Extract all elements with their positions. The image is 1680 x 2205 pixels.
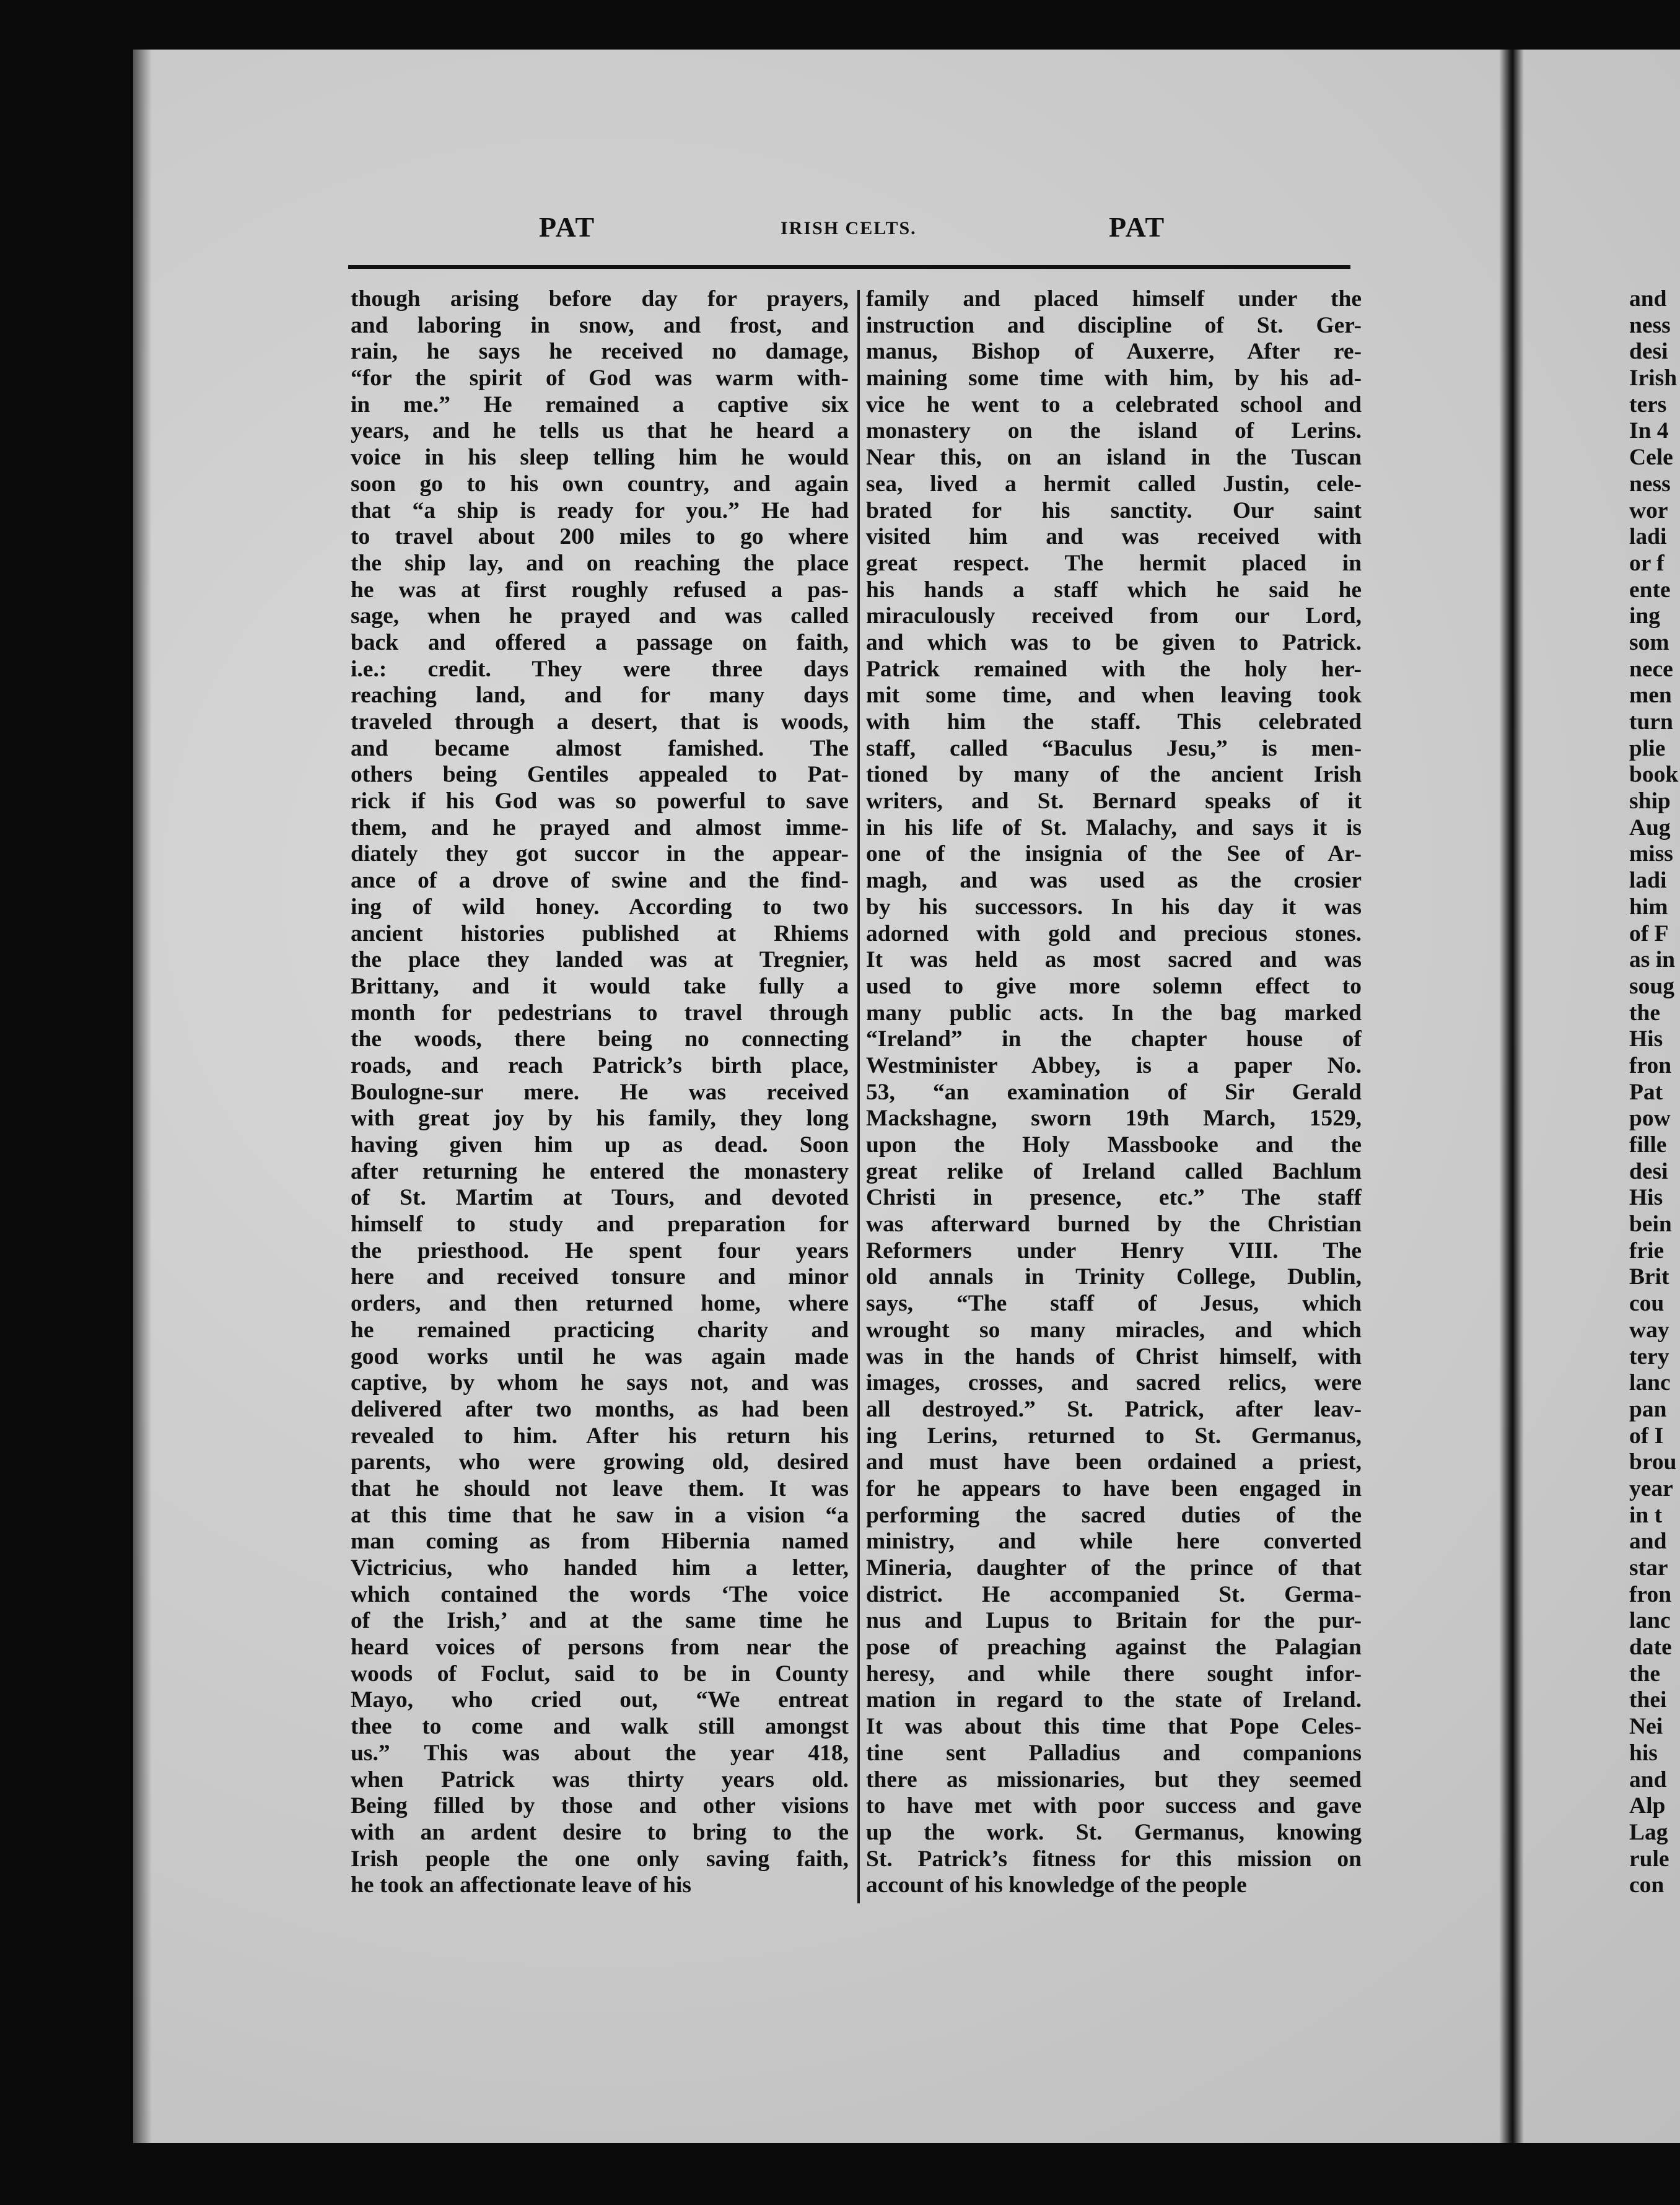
next-page-fragment: tery bbox=[1629, 1343, 1669, 1369]
text-line: says, “The staff of Jesus, which bbox=[866, 1291, 1362, 1317]
text-line: Mackshagne, sworn 19th March, 1529, bbox=[866, 1106, 1362, 1132]
next-page-fragment: Lag bbox=[1629, 1819, 1668, 1845]
next-page-fragment: Nei bbox=[1629, 1714, 1663, 1740]
text-line: diately they got succor in the appear- bbox=[351, 841, 849, 867]
next-page-fragment: fron bbox=[1629, 1581, 1672, 1607]
next-page-fragment: the bbox=[1629, 1661, 1660, 1687]
next-page-fragment: as in bbox=[1629, 947, 1675, 973]
text-line: with him the staff. This celebrated bbox=[866, 709, 1362, 735]
next-page-fragment: rule bbox=[1629, 1846, 1669, 1872]
text-line: when Patrick was thirty years old. bbox=[351, 1766, 849, 1792]
next-page-fragment: ente bbox=[1629, 577, 1671, 603]
text-line: himself to study and preparation for bbox=[351, 1212, 849, 1238]
next-page-fragment: wor bbox=[1629, 497, 1668, 523]
text-line: nus and Lupus to Britain for the pur- bbox=[866, 1608, 1362, 1634]
text-line: his hands a staff which he said he bbox=[866, 577, 1362, 603]
text-line: and became almost famished. The bbox=[351, 735, 849, 761]
next-page-fragment: con bbox=[1629, 1872, 1665, 1898]
text-line: manus, Bishop of Auxerre, After re- bbox=[866, 339, 1362, 365]
text-line: the priesthood. He spent four years bbox=[351, 1238, 849, 1264]
text-line: sea, lived a hermit called Justin, cele- bbox=[866, 471, 1362, 497]
text-line: great respect. The hermit placed in bbox=[866, 550, 1362, 576]
next-page-fragment: desi bbox=[1629, 1158, 1668, 1184]
text-line: 53, “an examination of Sir Gerald bbox=[866, 1079, 1362, 1105]
next-page-fragment: of F bbox=[1629, 920, 1669, 946]
text-line: having given him up as dead. Soon bbox=[351, 1132, 849, 1158]
left-column bbox=[351, 286, 849, 1899]
next-page-fragment: and bbox=[1629, 286, 1667, 312]
header-rule bbox=[348, 265, 1350, 269]
next-page-fragment: Brit bbox=[1629, 1264, 1669, 1290]
text-line: St. Patrick’s fitness for this mission on bbox=[866, 1846, 1362, 1872]
next-page-fragment: Alp bbox=[1629, 1793, 1666, 1819]
text-line: Near this, on an island in the Tuscan bbox=[866, 445, 1362, 471]
text-line: revealed to him. After his return his bbox=[351, 1423, 849, 1449]
text-line: here and received tonsure and minor bbox=[351, 1264, 849, 1290]
text-line: was afterward burned by the Christian bbox=[866, 1212, 1362, 1238]
text-line: of the Irish,’ and at the same time he bbox=[351, 1608, 849, 1634]
text-line: all destroyed.” St. Patrick, after leav- bbox=[866, 1396, 1362, 1422]
next-page-fragment: way bbox=[1629, 1317, 1669, 1343]
next-page-fragment: lanc bbox=[1629, 1608, 1671, 1634]
text-line: Victricius, who handed him a letter, bbox=[351, 1555, 849, 1581]
text-line: writers, and St. Bernard speaks of it bbox=[866, 788, 1362, 814]
next-page-fragment: ladi bbox=[1629, 868, 1667, 894]
text-line: used to give more solemn effect to bbox=[866, 973, 1362, 999]
running-head bbox=[347, 211, 1363, 260]
text-line: Christi in presence, etc.” The staff bbox=[866, 1185, 1362, 1211]
running-head-right: PAT bbox=[1109, 211, 1166, 243]
text-line: ing of wild honey. According to two bbox=[351, 894, 849, 920]
text-line: ing Lerins, returned to St. Germanus, bbox=[866, 1423, 1362, 1449]
text-line: Boulogne-sur mere. He was received bbox=[351, 1079, 849, 1105]
next-page-fragment: Irish bbox=[1629, 365, 1678, 391]
next-page-fragment: ness bbox=[1629, 471, 1671, 497]
gutter-shadow bbox=[133, 50, 152, 2143]
text-line: roads, and reach Patrick’s birth place, bbox=[351, 1052, 849, 1078]
text-line: the place they landed was at Tregnier, bbox=[351, 947, 849, 973]
next-page-fragment: fille bbox=[1629, 1132, 1667, 1158]
text-line: wrought so many miracles, and which bbox=[866, 1317, 1362, 1343]
text-line: sage, when he prayed and was called bbox=[351, 603, 849, 629]
text-line: Brittany, and it would take fully a bbox=[351, 973, 849, 999]
text-line: of St. Martim at Tours, and devoted bbox=[351, 1185, 849, 1211]
text-line: was in the hands of Christ himself, with bbox=[866, 1343, 1362, 1369]
text-line: up the work. St. Germanus, knowing bbox=[866, 1819, 1362, 1845]
text-line: rick if his God was so powerful to save bbox=[351, 788, 849, 814]
text-line: staff, called “Baculus Jesu,” is men- bbox=[866, 735, 1362, 761]
next-page-fragment: turn bbox=[1629, 709, 1673, 735]
next-page-fragment: Aug bbox=[1629, 814, 1671, 841]
next-page-fragment: nece bbox=[1629, 656, 1673, 682]
page-fold bbox=[1499, 50, 1524, 2143]
next-page-fragment: year bbox=[1629, 1475, 1673, 1501]
next-page-fragment: lanc bbox=[1629, 1370, 1671, 1396]
text-line: upon the Holy Massbooke and the bbox=[866, 1132, 1362, 1158]
text-line: Mineria, daughter of the prince of that bbox=[866, 1555, 1362, 1581]
next-page-fragment: His bbox=[1629, 1026, 1663, 1052]
text-line: which contained the words ‘The voice bbox=[351, 1581, 849, 1607]
right-column bbox=[866, 286, 1362, 1899]
next-page-fragment: plie bbox=[1629, 735, 1666, 761]
next-page-fragment: or f bbox=[1629, 550, 1665, 576]
next-page-fragment: miss bbox=[1629, 841, 1673, 867]
text-line: voice in his sleep telling him he would bbox=[351, 445, 849, 471]
text-line: there as missionaries, but they seemed bbox=[866, 1766, 1362, 1792]
text-line: reaching land, and for many days bbox=[351, 683, 849, 709]
text-line: in his life of St. Malachy, and says it is bbox=[866, 814, 1362, 841]
text-line: great relike of Ireland called Bachlum bbox=[866, 1158, 1362, 1184]
text-line: Patrick remained with the holy her- bbox=[866, 656, 1362, 682]
text-line: heard voices of persons from near the bbox=[351, 1635, 849, 1661]
text-line: It was held as most sacred and was bbox=[866, 947, 1362, 973]
next-page-fragment: cou bbox=[1629, 1291, 1665, 1317]
text-line: performing the sacred duties of the bbox=[866, 1502, 1362, 1528]
text-line: instruction and discipline of St. Ger- bbox=[866, 312, 1362, 338]
text-line: magh, and was used as the crosier bbox=[866, 868, 1362, 894]
text-line: parents, who were growing old, desired bbox=[351, 1449, 849, 1475]
text-line: Irish people the one only saving faith, bbox=[351, 1846, 849, 1872]
text-line: that “a ship is ready for you.” He had bbox=[351, 497, 849, 523]
text-line: orders, and then returned home, where bbox=[351, 1291, 849, 1317]
text-line: month for pedestrians to travel through bbox=[351, 1000, 849, 1026]
text-line: family and placed himself under the bbox=[866, 286, 1362, 312]
text-line: soon go to his own country, and again bbox=[351, 471, 849, 497]
text-line: them, and he prayed and almost imme- bbox=[351, 814, 849, 841]
text-line: he remained practicing charity and bbox=[351, 1317, 849, 1343]
next-page-fragment: In 4 bbox=[1629, 418, 1669, 444]
text-line: by his successors. In his day it was bbox=[866, 894, 1362, 920]
next-page-fragment: the bbox=[1629, 1000, 1660, 1026]
text-line: others being Gentiles appealed to Pat- bbox=[351, 762, 849, 788]
text-line: though arising before day for prayers, bbox=[351, 286, 849, 312]
text-line: pose of preaching against the Palagian bbox=[866, 1635, 1362, 1661]
next-page-fragment: desi bbox=[1629, 339, 1668, 365]
text-line: maining some time with him, by his ad- bbox=[866, 365, 1362, 391]
text-line: man coming as from Hibernia named bbox=[351, 1529, 849, 1555]
next-page-fragment: in t bbox=[1629, 1502, 1663, 1528]
next-page-fragment: pow bbox=[1629, 1106, 1671, 1132]
text-line: images, crosses, and sacred relics, were bbox=[866, 1370, 1362, 1396]
text-line: brated for his sanctity. Our saint bbox=[866, 497, 1362, 523]
text-line: he was at first roughly refused a pas- bbox=[351, 577, 849, 603]
text-line: with great joy by his family, they long bbox=[351, 1106, 849, 1132]
text-line: that he should not leave them. It was bbox=[351, 1475, 849, 1501]
text-line: “Ireland” in the chapter house of bbox=[866, 1026, 1362, 1052]
text-line: thee to come and walk still amongst bbox=[351, 1714, 849, 1740]
text-line: old annals in Trinity College, Dublin, bbox=[866, 1264, 1362, 1290]
next-page-fragment: fron bbox=[1629, 1052, 1672, 1078]
text-line: after returning he entered the monastery bbox=[351, 1158, 849, 1184]
next-page-fragment: and bbox=[1629, 1529, 1667, 1555]
text-line: to have met with poor success and gave bbox=[866, 1793, 1362, 1819]
text-line: back and offered a passage on faith, bbox=[351, 629, 849, 655]
text-line: good works until he was again made bbox=[351, 1343, 849, 1369]
text-line: us.” This was about the year 418, bbox=[351, 1740, 849, 1766]
next-page-fragment: ters bbox=[1629, 391, 1667, 417]
text-line: many public acts. In the bag marked bbox=[866, 1000, 1362, 1026]
next-page-fragment: star bbox=[1629, 1555, 1668, 1581]
next-page-fragment: thei bbox=[1629, 1687, 1667, 1713]
text-line: in me.” He remained a captive six bbox=[351, 391, 849, 417]
text-line: mit some time, and when leaving took bbox=[866, 683, 1362, 709]
next-page-fragment: and bbox=[1629, 1766, 1667, 1792]
text-line: years, and he tells us that he heard a bbox=[351, 418, 849, 444]
text-line: the woods, there being no connecting bbox=[351, 1026, 849, 1052]
next-page-fragment: His bbox=[1629, 1185, 1663, 1211]
text-line: at this time that he saw in a vision “a bbox=[351, 1502, 849, 1528]
text-line: tine sent Palladius and companions bbox=[866, 1740, 1362, 1766]
text-line: monastery on the island of Lerins. bbox=[866, 418, 1362, 444]
text-line: i.e.: credit. They were three days bbox=[351, 656, 849, 682]
next-page-fragment: brou bbox=[1629, 1449, 1677, 1475]
text-line: woods of Foclut, said to be in County bbox=[351, 1661, 849, 1687]
text-line: Being filled by those and other visions bbox=[351, 1793, 849, 1819]
text-line: district. He accompanied St. Germa- bbox=[866, 1581, 1362, 1607]
text-line: “for the spirit of God was warm with- bbox=[351, 365, 849, 391]
next-page-fragment: soug bbox=[1629, 973, 1674, 999]
text-line: and which was to be given to Patrick. bbox=[866, 629, 1362, 655]
text-line: vice he went to a celebrated school and bbox=[866, 391, 1362, 417]
text-line: traveled through a desert, that is woods, bbox=[351, 709, 849, 735]
next-page-fragment: his bbox=[1629, 1740, 1658, 1766]
running-head-left: PAT bbox=[539, 211, 596, 243]
next-page-fragment: pan bbox=[1629, 1396, 1667, 1422]
text-line: visited him and was received with bbox=[866, 524, 1362, 550]
text-line: captive, by whom he says not, and was bbox=[351, 1370, 849, 1396]
text-line: ancient histories published at Rhiems bbox=[351, 920, 849, 946]
text-line: tioned by many of the ancient Irish bbox=[866, 762, 1362, 788]
next-page-fragment: som bbox=[1629, 629, 1669, 655]
text-line: for he appears to have been engaged in bbox=[866, 1475, 1362, 1501]
next-page-fragment-column bbox=[1629, 286, 1680, 1899]
running-head-center: IRISH CELTS. bbox=[781, 218, 917, 238]
next-page-fragment: Pat bbox=[1629, 1079, 1663, 1105]
text-line: miraculously received from our Lord, bbox=[866, 603, 1362, 629]
next-page-fragment: Cele bbox=[1629, 445, 1673, 471]
next-page-fragment: ladi bbox=[1629, 524, 1667, 550]
next-page-fragment: bein bbox=[1629, 1212, 1672, 1238]
text-line: heresy, and while there sought infor- bbox=[866, 1661, 1362, 1687]
text-line: account of his knowledge of the people bbox=[866, 1872, 1247, 1898]
text-line: It was about this time that Pope Celes- bbox=[866, 1714, 1362, 1740]
text-line: ance of a drove of swine and the find- bbox=[351, 868, 849, 894]
column-rule bbox=[857, 290, 860, 1903]
text-line: and laboring in snow, and frost, and bbox=[351, 312, 849, 338]
text-line: Mayo, who cried out, “We entreat bbox=[351, 1687, 849, 1713]
text-line: the ship lay, and on reaching the place bbox=[351, 550, 849, 576]
text-line: to travel about 200 miles to go where bbox=[351, 524, 849, 550]
text-line: Westminister Abbey, is a paper No. bbox=[866, 1052, 1362, 1078]
next-page-fragment: frie bbox=[1629, 1238, 1665, 1264]
text-line: one of the insignia of the See of Ar- bbox=[866, 841, 1362, 867]
text-line: ministry, and while here converted bbox=[866, 1529, 1362, 1555]
next-page-fragment: date bbox=[1629, 1635, 1672, 1661]
text-line: adorned with gold and precious stones. bbox=[866, 920, 1362, 946]
next-page-fragment: ness bbox=[1629, 312, 1671, 338]
next-page-fragment: of I bbox=[1629, 1423, 1664, 1449]
text-line: rain, he says he received no damage, bbox=[351, 339, 849, 365]
next-page-fragment: men bbox=[1629, 683, 1672, 709]
next-page-fragment: him bbox=[1629, 894, 1668, 920]
text-line: delivered after two months, as had been bbox=[351, 1396, 849, 1422]
text-line: and must have been ordained a priest, bbox=[866, 1449, 1362, 1475]
next-page-fragment: book bbox=[1629, 762, 1679, 788]
text-line: with an ardent desire to bring to the bbox=[351, 1819, 849, 1845]
next-page-fragment: ship bbox=[1629, 788, 1671, 814]
text-line: Reformers under Henry VIII. The bbox=[866, 1238, 1362, 1264]
text-line: he took an affectionate leave of his bbox=[351, 1872, 691, 1898]
text-line: mation in regard to the state of Ireland. bbox=[866, 1687, 1362, 1713]
next-page-fragment: ing bbox=[1629, 603, 1661, 629]
